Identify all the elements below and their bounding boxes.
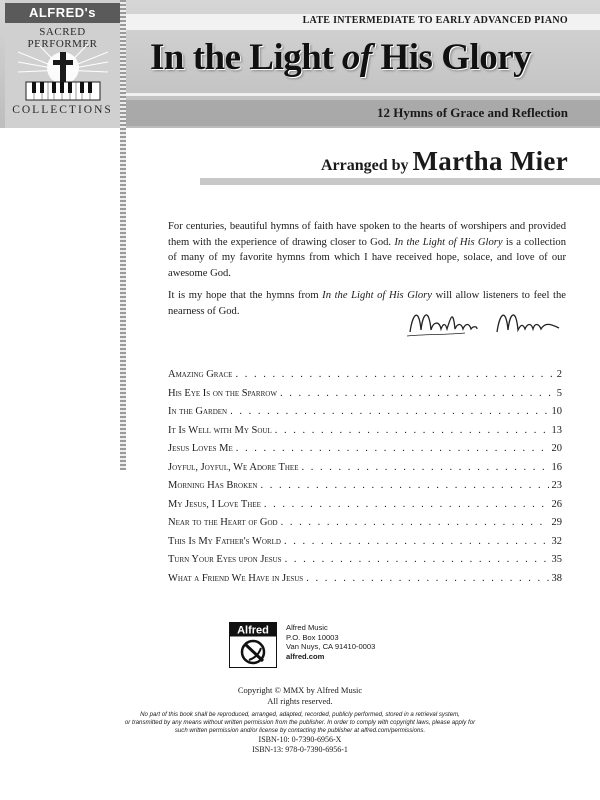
publisher-city: Van Nuys, CA 91410-0003 [286,642,376,652]
toc-row [168,480,562,499]
difficulty-level: LATE INTERMEDIATE TO EARLY ADVANCED PIANO [302,15,568,26]
toc-leader [284,536,549,547]
toc-row [168,573,562,592]
isbn-block [0,735,600,754]
toc-leader [275,425,549,436]
intro-p2-book-title: In the Light of His Glory [322,290,432,301]
arranger-rule [200,178,600,185]
toc-page: 26 [551,498,562,510]
rights-line: All rights reserved. [267,695,333,706]
toc-row [168,425,562,444]
toc-leader [285,554,549,565]
title-part-1: In the Light [150,37,342,78]
legal-line-2: or transmitted by any means without written permission from the publisher. In order to comply with copyright laws, please apply for [124,718,476,726]
toc-title: It Is Well with My Soul [168,424,272,436]
alfred-logo-text: Alfred [237,624,269,637]
intro-p1-text: For centuries, beautiful hymns of faith have spoken to the hearts of worshipers and provided them with the experience of drawing closer to God. [168,221,566,248]
toc-leader [281,517,549,528]
toc-page: 2 [556,369,562,380]
toc-page: 29 [551,517,562,528]
publisher-po-box: P.O. Box 10003 [286,632,339,642]
title-rule [126,93,600,96]
toc-leader [301,462,548,473]
toc-leader [230,406,548,417]
decorative-stripe [120,0,126,470]
toc-title: Near to the Heart of God [168,517,278,528]
toc-row [168,406,562,425]
toc-title: What a Friend We Have in Jesus [168,572,304,584]
table-of-contents [168,369,562,591]
toc-leader [264,499,549,510]
copyright [0,685,600,706]
intro-p1-text-end: is a collection of many of my favorite hymns from which I have received hope, solace, and love of our awesome God. [168,236,566,279]
arranger-label: Arranged by [320,157,409,174]
arranger-line [210,146,568,177]
publisher-name: Alfred Music [286,623,328,632]
toc-title: Amazing Grace [168,369,233,380]
signature [405,302,565,346]
toc-page: 10 [551,406,562,417]
toc-leader [306,573,548,584]
isbn-13: ISBN-13: 978-0-7390-6956-1 [252,744,348,754]
series-name: SACRED PERFORMER [27,26,98,50]
intro-paragraph-1 [168,219,566,281]
cross-over-keyboard-icon [18,44,108,102]
title-part-of: of [341,37,372,78]
toc-page: 32 [551,535,562,547]
toc-title: My Jesus, I Love Thee [168,498,261,510]
toc-leader [260,480,548,491]
toc-leader [236,443,549,454]
toc-page: 13 [551,424,562,436]
legal-notice [80,711,520,734]
toc-title: His Eye Is on the Sparrow [168,387,277,399]
intro-p1-book-title: In the Light of His Glory [394,236,503,248]
toc-row [168,369,562,388]
arranger-name: Martha Mier [412,146,568,176]
alfred-logo [229,622,277,668]
toc-title: In the Garden [168,406,228,417]
toc-title: This Is My Father's World [168,535,281,547]
book-subtitle: 12 Hymns of Grace and Reflection [376,105,568,120]
copyright-line: Copyright © MMX by Alfred Music [237,685,363,695]
toc-row [168,443,562,462]
toc-row [168,462,562,481]
title-part-3: His Glory [371,37,532,78]
series-publisher: ALFRED's [5,3,120,23]
toc-leader [235,369,553,380]
book-title [150,36,590,79]
toc-row [168,554,562,573]
legal-line-3: such written permission and/or license by contacting the publisher at alfred.com/permissions. [174,726,426,734]
series-collections: COLLECTIONS [12,104,113,116]
legal-line-1: No part of this book shall be reproduced, arranged, adapted, recorded, publicly performed, stored in a retrieval system, [140,711,460,718]
toc-title: Joyful, Joyful, We Adore Thee [168,461,299,473]
toc-title: Jesus Loves Me [168,443,233,454]
toc-page: 35 [551,554,562,565]
publisher-address [286,623,375,661]
toc-page: 23 [551,480,562,491]
publisher-url[interactable]: alfred.com [286,651,325,661]
isbn-10: ISBN-10: 0-7390-6956-X [258,735,342,744]
toc-page: 16 [551,461,562,473]
toc-row [168,388,562,407]
toc-page: 5 [556,387,562,399]
toc-row [168,499,562,518]
toc-page: 20 [551,443,562,454]
toc-row [168,517,562,536]
toc-title: Turn Your Eyes upon Jesus [168,554,282,565]
toc-row [168,536,562,555]
toc-page: 38 [551,572,562,584]
toc-leader [280,388,554,399]
toc-title: Morning Has Broken [168,480,258,491]
intro-p2-text: It is my hope that the hymns from [168,290,323,301]
intro-p2-text-end: will allow listeners to feel the nearness of God. [168,290,566,317]
